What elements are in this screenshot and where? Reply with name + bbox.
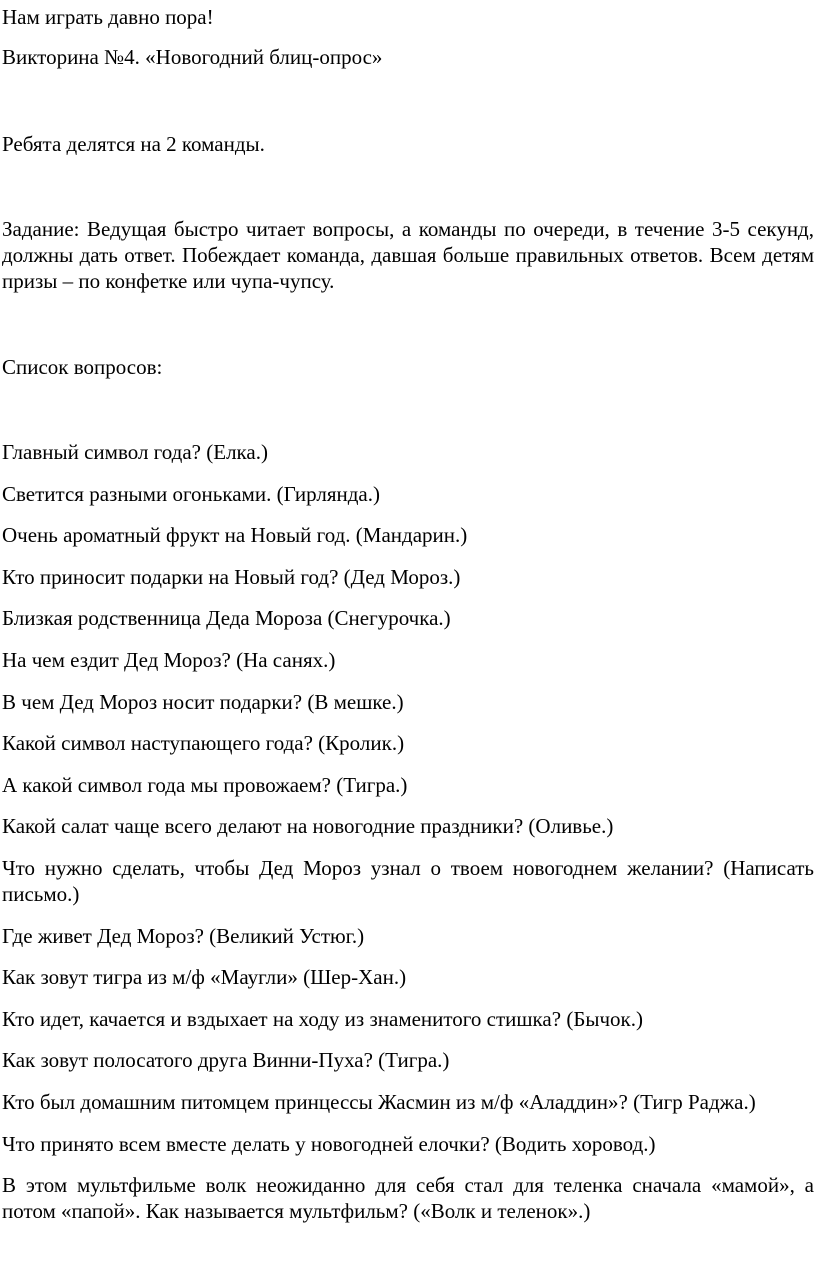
- questions-heading: Список вопросов:: [2, 355, 163, 379]
- question-item: Какой салат чаще всего делают на новогодние праздники? (Оливье.): [2, 814, 614, 839]
- question-item: Кто был домашним питомцем принцессы Жасмин из м/ф «Аладдин»? (Тигр Раджа.): [2, 1089, 756, 1114]
- question-item: Что принято всем вместе делать у новогодней елочки? (Водить хоровод.): [2, 1131, 656, 1156]
- question-item: Что нужно сделать, чтобы Дед Мороз узнал о твоем новогоднем желании? (Написать письмо.): [2, 855, 814, 906]
- task-paragraph: Задание: Ведущая быстро читает вопросы, а команды по очереди, в течение 3-5 секунд, должны дать ответ. Побеждает команда, давшая больше правильных ответов. Всем детям призы – по конфетке или чупа-чупсу.: [2, 217, 814, 293]
- teams-line: Ребята делятся на 2 команды.: [2, 132, 265, 156]
- question-item: Кто идет, качается и вздыхает на ходу из знаменитого стишка? (Бычок.): [2, 1006, 643, 1031]
- question-item: Где живет Дед Мороз? (Великий Устюг.): [2, 923, 365, 948]
- question-item: На чем ездит Дед Мороз? (На санях.): [2, 647, 336, 672]
- quiz-title: Викторина №4. «Новогодний блиц-опрос»: [2, 45, 383, 69]
- question-item: А какой символ года мы провожаем? (Тигра.): [2, 772, 408, 797]
- question-item: Какой символ наступающего года? (Кролик.): [2, 731, 405, 756]
- question-item: В чем Дед Мороз носит подарки? (В мешке.): [2, 689, 404, 714]
- question-item: Светится разными огоньками. (Гирлянда.): [2, 481, 380, 506]
- question-item: Кто приносит подарки на Новый год? (Дед Мороз.): [2, 564, 461, 589]
- questions-list: [2, 439, 814, 1240]
- question-item: Главный символ года? (Елка.): [2, 440, 268, 464]
- question-item: Близкая родственница Деда Мороза (Снегурочка.): [2, 606, 451, 631]
- question-item: В этом мультфильме волк неожиданно для себя стал для теленка сначала «мамой», а потом «папой». Как называется мультфильм? («Волк и теленок».): [2, 1173, 814, 1224]
- question-item: Как зовут полосатого друга Винни-Пуха? (Тигра.): [2, 1048, 450, 1073]
- intro-line: Нам играть давно пора!: [2, 5, 214, 29]
- question-item: Как зовут тигра из м/ф «Маугли» (Шер-Хан.): [2, 965, 407, 990]
- question-item: Очень ароматный фрукт на Новый год. (Мандарин.): [2, 523, 468, 548]
